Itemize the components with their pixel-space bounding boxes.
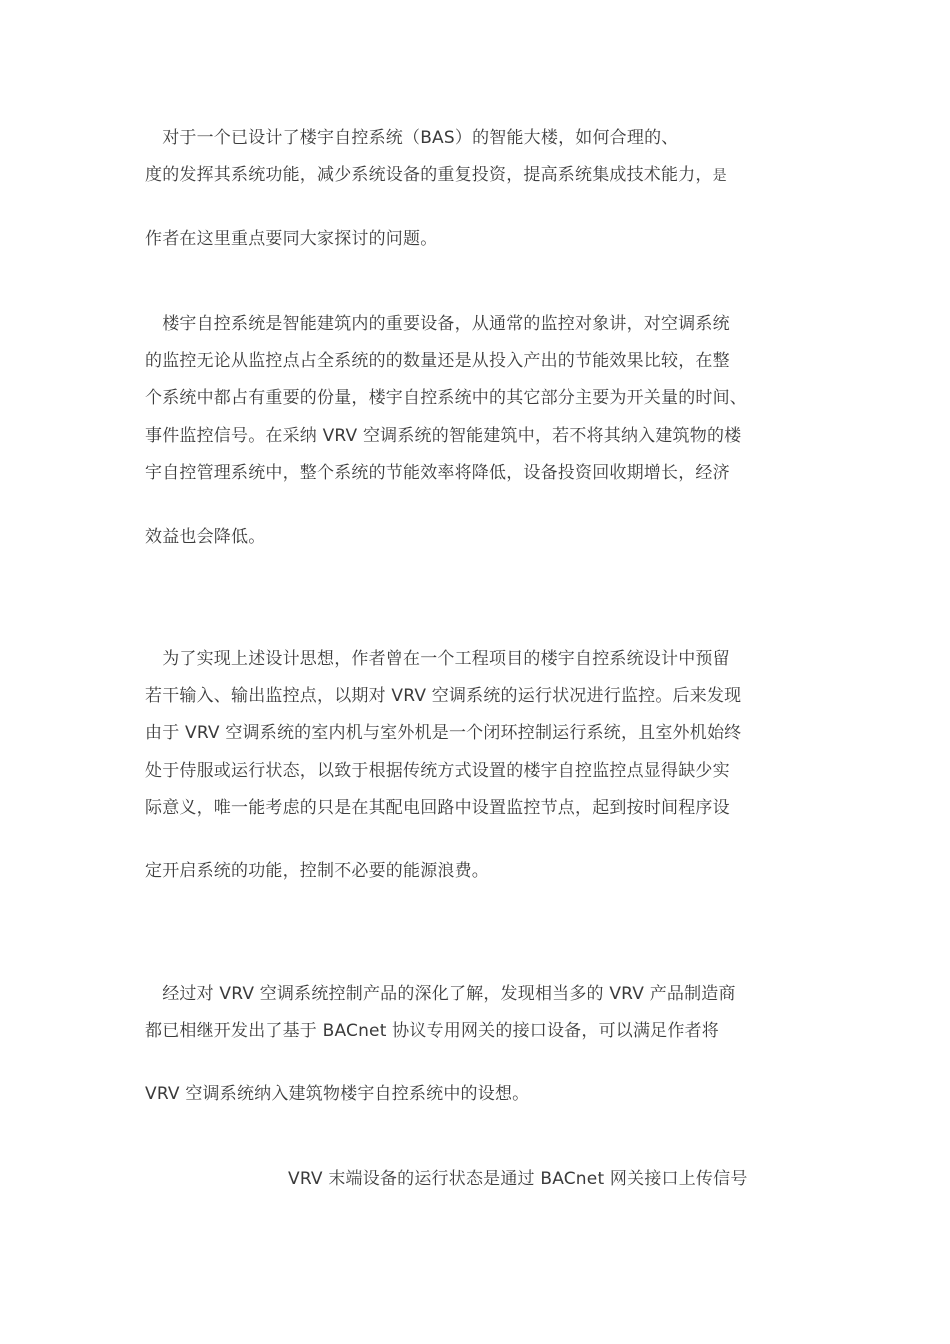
text-line: 都已相继开发出了基于 BACnet 协议专用网关的接口设备，可以满足作者将 (145, 1021, 719, 1041)
text-line: 由于 VRV 空调系统的室内机与室外机是一个闭环控制运行系统，且室外机始终 (145, 723, 742, 743)
text-line: 的监控无论从监控点占全系统的的数量还是从投入产出的节能效果比较，在整 (145, 351, 730, 371)
text-line: 对于一个已设计了楼宇自控系统（BAS）的智能大楼，如何合理的、 (145, 128, 679, 148)
text-line: VRV 空调系统纳入建筑物楼宇自控系统中的设想。 (145, 1084, 530, 1104)
text-line: 效益也会降低。 (145, 527, 266, 547)
text-line: 定开启系统的功能，控制不必要的能源浪费。 (145, 861, 489, 881)
text-line-body: 度的发挥其系统功能，减少系统设备的重复投资，提高系统集成技术能力， (145, 165, 713, 185)
text-line (145, 163, 727, 188)
text-line: 事件监控信号。在采纳 VRV 空调系统的智能建筑中，若不将其纳入建筑物的楼 (145, 426, 742, 446)
text-line: 经过对 VRV 空调系统控制产品的深化了解，发现相当多的 VRV 产品制造商 (145, 984, 736, 1004)
text-line: 宇自控管理系统中，整个系统的节能效率将降低，设备投资回收期增长，经济 (145, 463, 730, 483)
text-line: 个系统中都占有重要的份量，楼宇自控系统中的其它部分主要为开关量的时间、 (145, 388, 747, 408)
text-line: 楼宇自控系统是智能建筑内的重要设备，从通常的监控对象讲，对空调系统 (145, 314, 730, 334)
text-line: 处于侍服或运行状态，以致于根据传统方式设置的楼宇自控监控点显得缺少实 (145, 761, 730, 781)
text-line: 作者在这里重点要同大家探讨的问题。 (145, 229, 438, 249)
text-line: 际意义，唯一能考虑的只是在其配电回路中设置监控节点，起到按时间程序设 (145, 798, 730, 818)
text-line: 若干输入、输出监控点，以期对 VRV 空调系统的运行状况进行监控。后来发现 (145, 686, 742, 706)
text-line-tail: 是 (712, 168, 727, 184)
text-line: VRV 末端设备的运行状态是通过 BACnet 网关接口上传信号 (288, 1169, 748, 1189)
text-line: 为了实现上述设计思想，作者曾在一个工程项目的楼宇自控系统设计中预留 (145, 649, 730, 669)
